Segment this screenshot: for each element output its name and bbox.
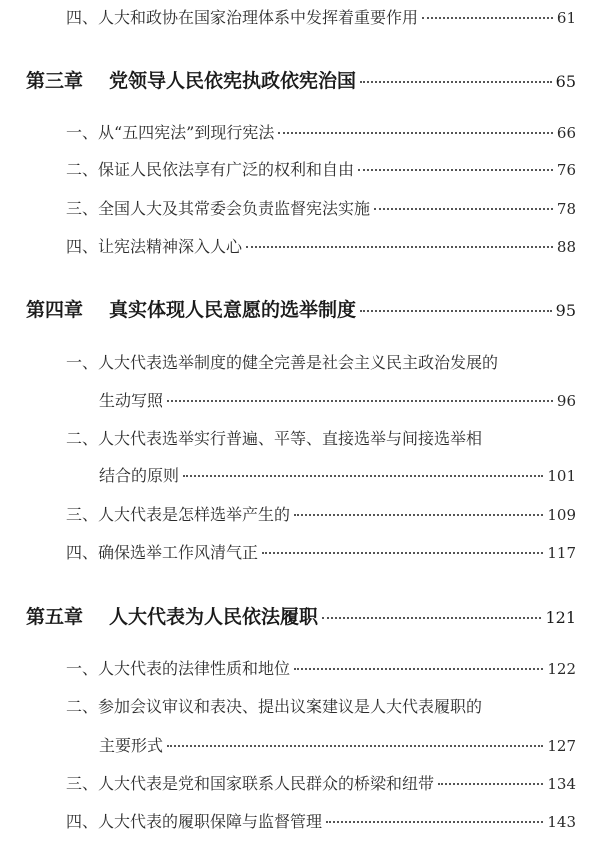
chapter-title: 真实体现人民意愿的选举制度 [109, 299, 357, 321]
toc-entry[interactable] [66, 771, 576, 794]
toc-page-number: 109 [547, 506, 576, 524]
toc-entry-first-line[interactable] [66, 426, 576, 449]
dotted-leader [374, 208, 553, 210]
toc-entry-label: 一、从“五四宪法”到现行宪法 [66, 123, 275, 142]
dotted-leader [246, 246, 553, 248]
toc-entry-continuation-label: 主要形式 [99, 736, 164, 755]
dotted-leader [438, 783, 543, 785]
toc-entry-first-line[interactable] [66, 694, 576, 717]
toc-page-number: 95 [555, 301, 576, 320]
toc-entry[interactable] [66, 196, 576, 219]
chapter-heading[interactable] [26, 602, 576, 629]
toc-entry-continuation-label: 生动写照 [99, 391, 164, 410]
toc-entry-continuation-label: 结合的原则 [99, 466, 180, 485]
toc-entry-label: 二、参加会议审议和表决、提出议案建议是人大代表履职的 [66, 697, 483, 716]
toc-page-number: 101 [547, 467, 576, 485]
toc-page-number: 96 [556, 392, 576, 410]
toc-entry[interactable] [66, 502, 576, 525]
toc-entry-label: 三、人大代表是怎样选举产生的 [66, 505, 291, 524]
dotted-leader [322, 617, 541, 619]
toc-entry[interactable] [66, 809, 576, 832]
toc-entry-label: 四、让宪法精神深入人心 [66, 237, 243, 256]
dotted-leader [422, 17, 553, 19]
toc-page-number: 127 [547, 737, 576, 755]
toc-entry-label: 三、全国人大及其常委会负责监督宪法实施 [66, 199, 371, 218]
dotted-leader [294, 668, 543, 670]
chapter-number: 第四章 [26, 299, 84, 321]
chapter-heading[interactable] [26, 66, 576, 93]
toc-entry-continuation[interactable] [99, 733, 576, 756]
chapter-heading[interactable] [26, 295, 576, 322]
toc-page-number: 88 [556, 238, 576, 256]
chapter-title: 党领导人民依宪执政依宪治国 [109, 70, 357, 92]
toc-entry-label: 四、人大和政协在国家治理体系中发挥着重要作用 [66, 8, 419, 27]
toc-entry-label: 四、确保选举工作风清气正 [66, 543, 259, 562]
toc-page-number: 61 [556, 9, 576, 27]
dotted-leader [360, 81, 552, 83]
toc-page-number: 134 [547, 775, 576, 793]
toc-page-number: 66 [556, 124, 576, 142]
dotted-leader [262, 552, 543, 554]
toc-page-number: 143 [547, 813, 576, 831]
toc-entry-label: 四、人大代表的履职保障与监督管理 [66, 812, 323, 831]
toc-page-number: 122 [547, 660, 576, 678]
toc-page-number: 121 [545, 608, 576, 627]
toc-entry-label: 一、人大代表选举制度的健全完善是社会主义民主政治发展的 [66, 353, 499, 372]
dotted-leader [358, 169, 553, 171]
dotted-leader [183, 475, 543, 477]
dotted-leader [278, 132, 553, 134]
toc-page-number: 65 [555, 72, 576, 91]
toc-entry-continuation[interactable] [99, 463, 576, 486]
dotted-leader [294, 514, 543, 516]
toc-page-number: 78 [556, 200, 576, 218]
dotted-leader [326, 821, 543, 823]
toc-entry[interactable] [66, 234, 576, 257]
toc-entry[interactable] [66, 157, 576, 180]
toc-entry-label: 三、人大代表是党和国家联系人民群众的桥梁和纽带 [66, 774, 435, 793]
chapter-number: 第三章 [26, 70, 84, 92]
chapter-number: 第五章 [26, 606, 84, 628]
toc-entry-first-line[interactable] [66, 350, 576, 373]
toc-page-number: 117 [547, 544, 576, 562]
toc-page-number: 76 [556, 161, 576, 179]
dotted-leader [167, 400, 553, 402]
toc-entry[interactable] [66, 656, 576, 679]
toc-entry[interactable] [66, 5, 576, 28]
toc-entry[interactable] [66, 540, 576, 563]
dotted-leader [167, 745, 543, 747]
toc-entry[interactable] [66, 120, 576, 143]
toc-entry-label: 二、保证人民依法享有广泛的权利和自由 [66, 160, 355, 179]
toc-entry-label: 二、人大代表选举实行普遍、平等、直接选举与间接选举相 [66, 429, 483, 448]
toc-entry-label: 一、人大代表的法律性质和地位 [66, 659, 291, 678]
chapter-title: 人大代表为人民依法履职 [109, 606, 319, 628]
toc-entry-continuation[interactable] [99, 388, 576, 411]
dotted-leader [360, 310, 552, 312]
